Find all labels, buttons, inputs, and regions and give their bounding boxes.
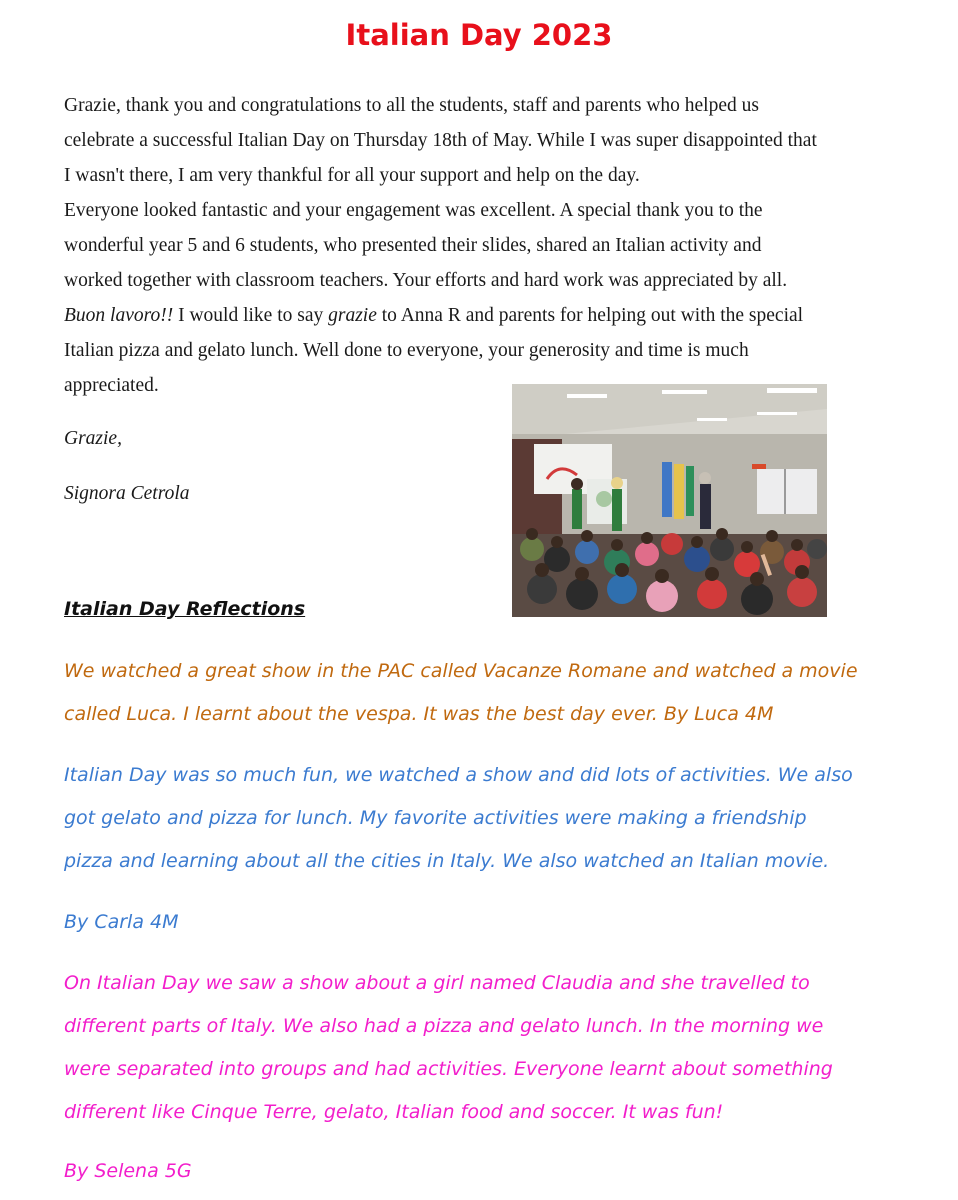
reflection-line: called Luca. I learnt about the vespa. It was the best day ever. By Luca 4M (64, 703, 774, 725)
intro-text: I would like to say (173, 305, 329, 326)
signoff: Grazie, (64, 428, 122, 449)
intro-line: Italian pizza and gelato lunch. Well done to everyone, your generosity and time is much (64, 340, 749, 361)
page-title: Italian Day 2023 (345, 18, 613, 52)
intro-line: Grazie, thank you and congratulations to all the students, staff and parents who helped us (64, 95, 759, 116)
reflection-carla-byline (64, 901, 944, 944)
grazie-text: grazie (328, 305, 377, 326)
reflection-line: were separated into groups and had activities. Everyone learnt about something (64, 1058, 833, 1080)
intro-paragraph (64, 88, 934, 403)
reflection-line: different parts of Italy. We also had a pizza and gelato lunch. In the morning we (64, 1015, 824, 1037)
classroom-photo-icon (512, 384, 827, 617)
byline: By Carla 4M (64, 911, 179, 933)
reflection-line: different like Cinque Terre, gelato, Italian food and soccer. It was fun! (64, 1101, 724, 1123)
reflection-carla (64, 754, 944, 883)
reflection-line: pizza and learning about all the cities in Italy. We also watched an Italian movie. (64, 850, 830, 872)
buon-lavoro-text: Buon lavoro!! (64, 305, 174, 326)
intro-line: appreciated. (64, 375, 159, 396)
intro-line: I wasn't there, I am very thankful for all your support and help on the day. (64, 165, 640, 186)
reflection-line: Italian Day was so much fun, we watched a show and did lots of activities. We also (64, 764, 853, 786)
intro-line: Everyone looked fantastic and your engagement was excellent. A special thank you to the (64, 200, 763, 221)
reflection-line: We watched a great show in the PAC called Vacanze Romane and watched a movie (64, 660, 858, 682)
intro-text: to Anna R and parents for helping out with the special (376, 305, 804, 326)
reflections-heading: Italian Day Reflections (64, 598, 306, 620)
reflection-selena-byline (64, 1150, 944, 1193)
reflection-line: On Italian Day we saw a show about a girl named Claudia and she travelled to (64, 972, 810, 994)
reflection-line: got gelato and pizza for lunch. My favorite activities were making a friendship (64, 807, 807, 829)
signature: Signora Cetrola (64, 483, 190, 504)
intro-line: celebrate a successful Italian Day on Thursday 18th of May. While I was super disappointed that (64, 130, 817, 151)
intro-line (64, 298, 934, 333)
reflection-luca (64, 650, 944, 736)
intro-line: worked together with classroom teachers. Your efforts and hard work was appreciated by all. (64, 270, 788, 291)
byline: By Selena 5G (64, 1160, 192, 1182)
intro-line: wonderful year 5 and 6 students, who presented their slides, shared an Italian activity and (64, 235, 762, 256)
reflection-selena (64, 962, 944, 1134)
